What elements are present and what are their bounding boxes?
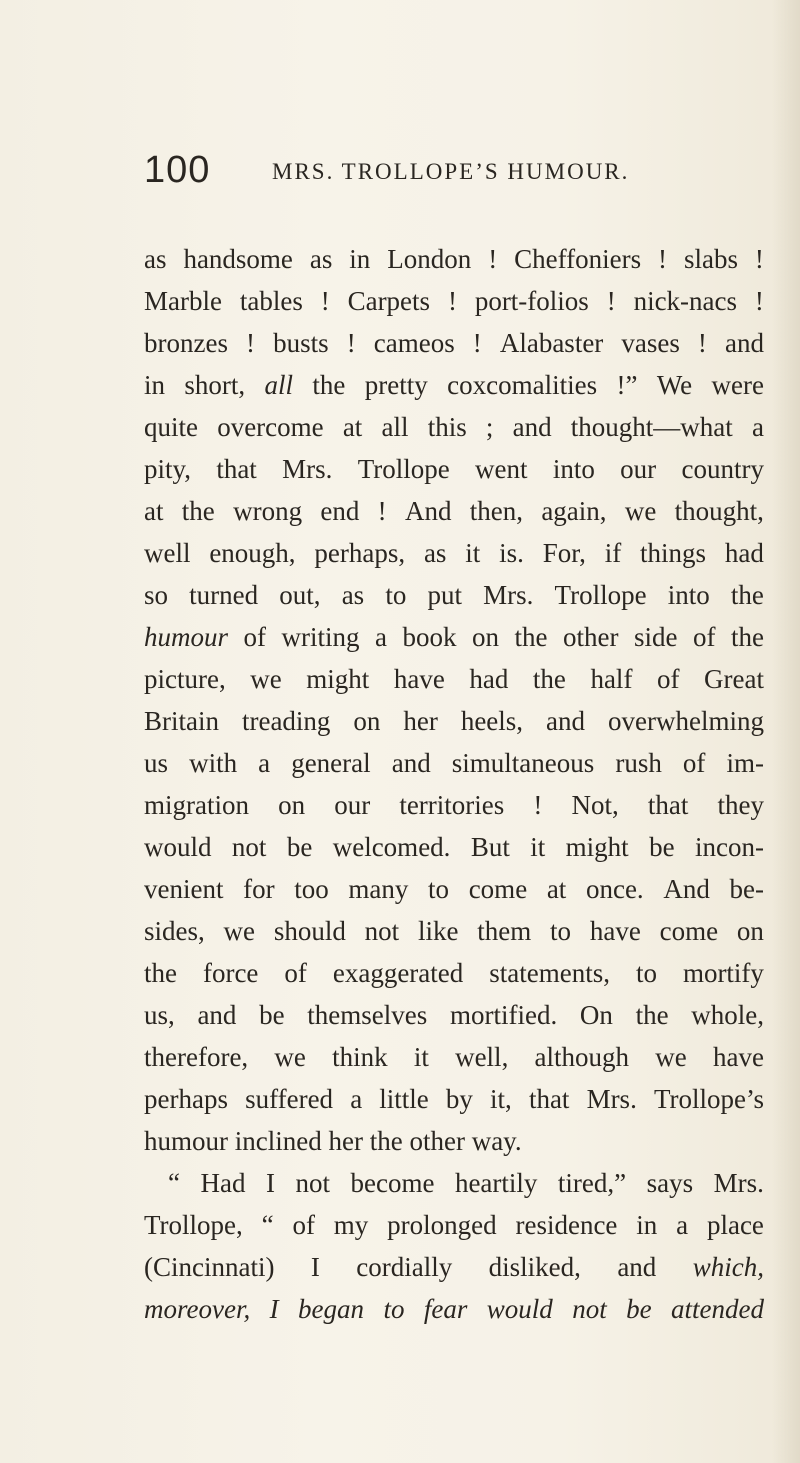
running-head: MRS. TROLLOPE’S HUMOUR. (272, 159, 630, 184)
word: might (565, 832, 629, 862)
word: port-folios (474, 286, 589, 316)
word: says (646, 1168, 694, 1198)
text-line (144, 1246, 764, 1288)
word: to (428, 874, 450, 904)
word: the (635, 1000, 669, 1030)
word: side (633, 622, 678, 652)
word: have (712, 1042, 764, 1072)
text-line (144, 490, 764, 532)
word: ! (472, 328, 482, 358)
word: picture, (144, 664, 226, 694)
word: other (563, 622, 619, 652)
word: Trollope (357, 454, 450, 484)
word: Carpets (347, 286, 431, 316)
word: welcomed. (332, 832, 451, 862)
word: of (284, 958, 307, 988)
word: ! (533, 790, 543, 820)
word: it, (490, 1084, 512, 1114)
word: that (647, 790, 689, 820)
text-line (144, 868, 764, 910)
text-line (144, 238, 764, 280)
word: not (295, 1168, 330, 1198)
word: rush (615, 748, 662, 778)
word: and (724, 328, 764, 358)
word: to (383, 1294, 405, 1324)
word: I (269, 1294, 279, 1324)
word: to (385, 580, 407, 610)
text-line (144, 700, 764, 742)
word: the (181, 496, 215, 526)
word: And (404, 496, 452, 526)
word: the (730, 580, 764, 610)
word: be (649, 832, 675, 862)
word: quite (144, 412, 198, 442)
word: venient (144, 874, 224, 904)
word: ! (346, 328, 356, 358)
word: it (465, 538, 481, 568)
word: think (332, 1042, 388, 1072)
word: Trollope (554, 580, 647, 610)
text-line (144, 658, 764, 700)
word: have (393, 664, 445, 694)
word: at (144, 496, 164, 526)
page-number: 100 (144, 149, 211, 191)
word: of (243, 622, 267, 652)
text-line (144, 1036, 764, 1078)
word: and (512, 412, 552, 442)
word: ! (606, 286, 616, 316)
word: once. (585, 874, 644, 904)
word: moreover, (144, 1294, 251, 1324)
word: on (472, 622, 499, 652)
word: suffered (245, 1084, 334, 1114)
word: so (144, 580, 169, 610)
word: the (312, 370, 346, 400)
word: But (470, 832, 510, 862)
word: book (402, 622, 457, 652)
word: for (243, 874, 275, 904)
word: ! (697, 328, 707, 358)
word: went (475, 454, 528, 484)
word: incon- (694, 832, 764, 862)
word: coxcomalities (447, 370, 598, 400)
word: on (278, 790, 306, 820)
word: us (144, 748, 169, 778)
word: should (273, 916, 346, 946)
word: the (730, 622, 764, 652)
text-line (144, 574, 764, 616)
word: had (724, 538, 764, 568)
word: well, (455, 1042, 509, 1072)
word: tables (239, 286, 303, 316)
word: themselves (307, 1000, 428, 1030)
word: to (635, 958, 657, 988)
text-line (144, 364, 764, 406)
text-line (144, 448, 764, 490)
page-edge-shadow (772, 0, 800, 1463)
word: the (514, 622, 548, 652)
word: of (692, 622, 716, 652)
word: we (624, 496, 657, 526)
word: im- (726, 748, 764, 778)
word: that (528, 1084, 570, 1114)
word: might (306, 664, 370, 694)
word: sides, (144, 916, 205, 946)
text-line (144, 322, 764, 364)
word: the (369, 1126, 403, 1156)
word: as (423, 538, 447, 568)
word: half (590, 664, 633, 694)
word: other (409, 1126, 465, 1156)
text-line (144, 406, 764, 448)
word: ! (447, 286, 457, 316)
word: become (350, 1168, 435, 1198)
word: the (144, 958, 177, 988)
word: is. (499, 538, 524, 568)
word: Britain (144, 706, 219, 736)
word: tired,” (557, 1168, 627, 1198)
word: out, (279, 580, 321, 610)
word: ! (658, 244, 668, 274)
word: enough, (209, 538, 296, 568)
word: many (348, 874, 409, 904)
word: things (640, 538, 707, 568)
word: our (334, 790, 371, 820)
word: the (532, 664, 566, 694)
word: way. (471, 1126, 522, 1156)
word: (Cincinnati) (144, 1252, 275, 1282)
word: it (530, 832, 546, 862)
word: be (626, 1294, 652, 1324)
word: all (264, 370, 294, 400)
word: of (292, 1210, 315, 1240)
body-text (144, 238, 764, 1330)
word: them (477, 916, 532, 946)
word: ! (754, 244, 764, 274)
word: Marble (144, 286, 222, 316)
word: inclined (234, 1126, 322, 1156)
word: overwhelming (607, 706, 764, 736)
word: her (403, 706, 438, 736)
word: end (320, 496, 360, 526)
word: we (250, 664, 282, 694)
word: into (552, 454, 595, 484)
word: cordially (356, 1252, 453, 1282)
word: country (681, 454, 764, 484)
word: thought, (674, 496, 764, 526)
word: writing (281, 622, 360, 652)
word: exaggerated (332, 958, 464, 988)
word: Trollope, (144, 1210, 243, 1240)
word: come (468, 874, 528, 904)
word: nick-nacs (633, 286, 738, 316)
word: on (736, 916, 764, 946)
word: We (656, 370, 693, 400)
word: not (572, 1294, 607, 1324)
word: migration (144, 790, 249, 820)
word: Great (704, 664, 764, 694)
word: heels, (460, 706, 524, 736)
word: not (231, 832, 267, 862)
word: of (682, 748, 706, 778)
word: come (659, 916, 719, 946)
word: pretty (364, 370, 428, 400)
word: Cheffoniers (514, 244, 642, 274)
word: would (486, 1294, 553, 1324)
word: Had (200, 1168, 246, 1198)
text-line (144, 1078, 764, 1120)
word: little (379, 1084, 429, 1114)
word: heartily (454, 1168, 538, 1198)
word: disliked, (488, 1252, 581, 1282)
word: fear (423, 1294, 468, 1324)
text-line (144, 826, 764, 868)
word: Mrs. (282, 454, 333, 484)
word: our (620, 454, 657, 484)
word: slabs (683, 244, 738, 274)
word: short, (184, 370, 246, 400)
word: us, (144, 1000, 175, 1030)
word: prolonged (387, 1210, 497, 1240)
word: if (604, 538, 622, 568)
word: on (353, 706, 381, 736)
word: would (144, 832, 212, 862)
word: in (349, 244, 371, 274)
word: into (667, 580, 710, 610)
word: to (550, 916, 572, 946)
word: had (469, 664, 509, 694)
word: we (655, 1042, 687, 1072)
word: in (144, 370, 166, 400)
word: ; (485, 412, 494, 442)
word: be (259, 1000, 285, 1030)
word: ! (754, 286, 764, 316)
word: overcome (217, 412, 324, 442)
word: a (375, 622, 387, 652)
word: ! (320, 286, 330, 316)
word: “ (261, 1210, 274, 1240)
word: Mrs. (483, 580, 534, 610)
word: they (717, 790, 764, 820)
word: Mrs. (713, 1168, 764, 1198)
word: and (617, 1252, 657, 1282)
word: general (291, 748, 371, 778)
word: busts (273, 328, 329, 358)
word: vases (621, 328, 680, 358)
word: although (534, 1042, 630, 1072)
word: a (258, 748, 271, 778)
word: with (189, 748, 238, 778)
text-line (144, 952, 764, 994)
text-line (144, 910, 764, 952)
text-line (144, 994, 764, 1036)
word: statements, (489, 958, 610, 988)
word: place (706, 1210, 764, 1240)
word: a (751, 412, 764, 442)
word: at (342, 412, 363, 442)
text-line (144, 532, 764, 574)
word: simultaneous (451, 748, 595, 778)
word: and (197, 1000, 237, 1030)
word: ! (377, 496, 387, 526)
word: force (202, 958, 259, 988)
word: Not, (571, 790, 619, 820)
word: treading (241, 706, 331, 736)
word: her (328, 1126, 363, 1156)
word: I (310, 1252, 320, 1282)
word: wrong (233, 496, 303, 526)
word: again, (541, 496, 607, 526)
word: be (286, 832, 313, 862)
word: and (391, 748, 431, 778)
word: residence (515, 1210, 618, 1240)
word: all (381, 412, 409, 442)
word: it (413, 1042, 429, 1072)
word: that (216, 454, 257, 484)
word: a (350, 1084, 363, 1114)
word: Mrs. (586, 1084, 637, 1114)
word: of (656, 664, 680, 694)
word: And (663, 874, 710, 904)
page-header (144, 150, 764, 200)
word: cameos (373, 328, 455, 358)
word: “ (168, 1168, 180, 1198)
word: pity, (144, 454, 191, 484)
word: On (579, 1000, 613, 1030)
text-line (144, 616, 764, 658)
word: whole, (691, 1000, 764, 1030)
word: mortified. (449, 1000, 558, 1030)
word: in (636, 1210, 658, 1240)
text-line (144, 742, 764, 784)
word: thought—what (570, 412, 733, 442)
word: at (546, 874, 567, 904)
word: bronzes (144, 328, 228, 358)
word: handsome (183, 244, 293, 274)
word: attended (671, 1294, 764, 1324)
word: like (417, 916, 459, 946)
word: put (427, 580, 462, 610)
text-line (144, 784, 764, 826)
word: Trollope’s (653, 1084, 764, 1114)
word: too (294, 874, 329, 904)
word: were (711, 370, 764, 400)
word: this (427, 412, 467, 442)
word: therefore, (144, 1042, 249, 1072)
word: a (676, 1210, 689, 1240)
word: then, (469, 496, 524, 526)
text-line (144, 1204, 764, 1246)
word: as (341, 580, 365, 610)
word: Alabaster (499, 328, 604, 358)
word: have (589, 916, 641, 946)
word: I (265, 1168, 275, 1198)
word: began (298, 1294, 365, 1324)
text-line (144, 1288, 764, 1330)
word: we (274, 1042, 306, 1072)
word: and (546, 706, 586, 736)
text-line (144, 1162, 764, 1204)
word: London (387, 244, 472, 274)
word: which, (692, 1252, 764, 1282)
word: by (445, 1084, 473, 1114)
word: mortify (682, 958, 764, 988)
word: as (309, 244, 333, 274)
word: we (223, 916, 256, 946)
word: well (144, 538, 191, 568)
word: For, (542, 538, 586, 568)
word: be- (729, 874, 764, 904)
word: turned (189, 580, 259, 610)
word: perhaps, (314, 538, 406, 568)
word: humour (144, 1126, 228, 1156)
word: not (364, 916, 400, 946)
word: territories (399, 790, 505, 820)
word: !” (616, 370, 638, 400)
word: ! (488, 244, 498, 274)
word: my (333, 1210, 369, 1240)
text-line (144, 1120, 764, 1162)
word: ! (246, 328, 256, 358)
word: as (144, 244, 167, 274)
word: humour (144, 622, 229, 652)
word: perhaps (144, 1084, 228, 1114)
text-line (144, 280, 764, 322)
